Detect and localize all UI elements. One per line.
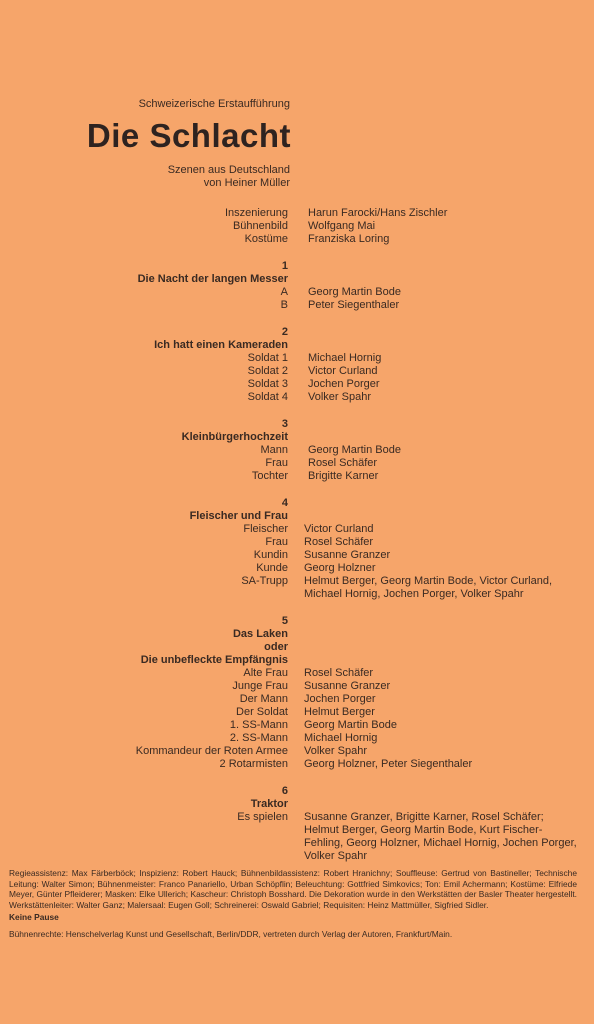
spacer <box>0 312 594 326</box>
premiere-label: Schweizerische Erstaufführung <box>138 98 290 110</box>
cast-role: 2. SS-Mann <box>229 732 288 744</box>
scene-number: 1 <box>281 260 288 272</box>
cast-actor: Georg Holzner <box>304 562 376 574</box>
scene-title: Die unbefleckte Empfängnis <box>140 654 288 666</box>
cast-row <box>0 536 594 549</box>
credit-name: Harun Farocki/Hans Zischler <box>308 207 448 219</box>
scene-title: Kleinbürgerhochzeit <box>181 431 288 443</box>
cast-actor: Georg Martin Bode <box>308 286 401 298</box>
play-subtitle <box>0 164 290 190</box>
rights-note: Bühnenrechte: Henschelverlag Kunst und Gesellschaft, Berlin/DDR, vertreten durch Verlag der Autoren, Frankfurt/Main. <box>9 928 453 939</box>
cast-role: Kundin <box>253 549 288 561</box>
cast-actor: Victor Curland <box>304 523 374 535</box>
cast-actor: Rosel Schäfer <box>308 457 378 469</box>
spacer <box>0 771 594 785</box>
scene-number: 4 <box>281 497 288 509</box>
credit-role: Kostüme <box>244 233 288 245</box>
cast-actor: Susanne Granzer <box>304 549 391 561</box>
staff-credits: Regieassistenz: Max Färberböck; Inspizienz: Robert Hauck; Bühnenbildassistenz: Robert Hranichny; Souffleuse: Gertrud von Bastineller; Technische Leitung: Walter Simon; Bühnenmeister: Franco Panariello, Urban Schöpflin; Beleuchtung: Gottfried Simkovics; Ton: Emil Achermann; Kostüme: Elfriede Meyer, Günter Pfleiderer; Masken: Elke Ullerich; Kascheur: Christoph Bosshard. Die Dekoration wurde in den Werkstätten der Basler Theater hergestellt. Werkstättenleiter: Walter Ganz; Malersaal: Eugen Goll; Schreinerei: Oswald Gabriel; Requisiten: Heinz Mattmüller, Sigfried Sidler. <box>9 868 577 910</box>
scene-title: Fleischer und Frau <box>189 510 288 522</box>
cast-row <box>0 549 594 562</box>
cast-actor: Jochen Porger <box>304 693 376 705</box>
cast-row <box>0 365 594 378</box>
cast-role: Der Soldat <box>236 706 288 718</box>
cast-actor: Rosel Schäfer <box>304 667 374 679</box>
cast-row <box>0 758 594 771</box>
cast-actor: Volker Spahr <box>304 745 367 757</box>
credit-name: Franziska Loring <box>308 233 390 245</box>
scene-title: oder <box>264 641 288 653</box>
scene-title: Ich hatt einen Kameraden <box>154 339 288 351</box>
spacer <box>0 246 594 260</box>
cast-actor: Susanne Granzer <box>304 680 391 692</box>
cast-actor: Georg Martin Bode <box>308 444 401 456</box>
cast-role: Tochter <box>251 470 288 482</box>
cast-actor: Jochen Porger <box>308 378 380 390</box>
cast-role: SA-Trupp <box>241 575 288 587</box>
cast-role: 1. SS-Mann <box>229 719 288 731</box>
cast-role: A <box>280 286 288 298</box>
cast-role: Soldat 4 <box>247 391 288 403</box>
cast-row <box>0 352 594 365</box>
cast-row <box>0 745 594 758</box>
cast-row <box>0 732 594 745</box>
credit-row <box>0 207 594 220</box>
cast-actor: Helmut Berger <box>304 706 375 718</box>
cast-actor: Peter Siegenthaler <box>308 299 400 311</box>
cast-role: Frau <box>265 536 288 548</box>
cast-row <box>0 523 594 536</box>
cast-actor: Victor Curland <box>308 365 378 377</box>
cast-role: Kommandeur der Roten Armee <box>135 745 288 757</box>
cast-actor: Brigitte Karner <box>308 470 379 482</box>
cast-role: Es spielen <box>237 811 288 823</box>
cast-actor: Helmut Berger, Georg Martin Bode, Victor Curland, Michael Hornig, Jochen Porger, Volker Spahr <box>304 575 553 600</box>
play-title: Die Schlacht <box>86 117 291 154</box>
credit-role: Inszenierung <box>225 207 288 219</box>
cast-row <box>0 457 594 470</box>
cast-row <box>0 286 594 299</box>
scene-number: 5 <box>281 615 288 627</box>
cast-role: Junge Frau <box>232 680 288 692</box>
cast-role: Mann <box>260 444 288 456</box>
cast-actor: Georg Martin Bode <box>304 719 397 731</box>
author-line: von Heiner Müller <box>203 177 290 189</box>
credit-row <box>0 233 594 246</box>
cast-row <box>0 693 594 706</box>
cast-role: Kunde <box>256 562 288 574</box>
scene-title: Das Laken <box>232 628 288 640</box>
cast-role: Soldat 3 <box>247 378 288 390</box>
cast-row <box>0 444 594 457</box>
spacer <box>0 601 594 615</box>
scene-title: Die Nacht der langen Messer <box>137 273 288 285</box>
cast-role: Fleischer <box>243 523 288 535</box>
cast-actor: Susanne Granzer, Brigitte Karner, Rosel Schäfer; Helmut Berger, Georg Martin Bode, Kurt Fischer-Fehling, Georg Holzner, Michael Hornig, Jochen Porger, Volker Spahr <box>304 811 577 862</box>
spacer <box>0 483 594 497</box>
credit-name: Wolfgang Mai <box>308 220 376 232</box>
cast-row <box>0 299 594 312</box>
scene-number: 3 <box>281 418 288 430</box>
cast-row <box>0 706 594 719</box>
scene-number: 2 <box>281 326 288 338</box>
cast-row <box>0 391 594 404</box>
cast-actor: Georg Holzner, Peter Siegenthaler <box>304 758 473 770</box>
cast-actor: Michael Hornig <box>304 732 378 744</box>
scene-title: Traktor <box>250 798 288 810</box>
subtitle-line: Szenen aus Deutschland <box>167 164 290 176</box>
cast-row <box>0 719 594 732</box>
cast-list <box>0 207 594 863</box>
cast-role: Soldat 1 <box>247 352 288 364</box>
cast-row <box>0 378 594 391</box>
cast-row <box>0 680 594 693</box>
spacer <box>0 404 594 418</box>
cast-actor: Michael Hornig <box>308 352 382 364</box>
cast-role: Alte Frau <box>243 667 288 679</box>
cast-actor: Volker Spahr <box>308 391 371 403</box>
scene-number: 6 <box>281 785 288 797</box>
credit-role: Bühnenbild <box>232 220 288 232</box>
cast-role: Soldat 2 <box>247 365 288 377</box>
cast-row <box>0 667 594 680</box>
cast-row <box>0 470 594 483</box>
cast-role: B <box>280 299 288 311</box>
cast-role: Der Mann <box>239 693 288 705</box>
cast-row <box>0 562 594 575</box>
cast-row <box>0 811 594 863</box>
cast-row <box>0 575 594 601</box>
cast-role: 2 Rotarmisten <box>219 758 288 770</box>
cast-role: Frau <box>265 457 288 469</box>
cast-actor: Rosel Schäfer <box>304 536 374 548</box>
footer <box>9 868 577 940</box>
credit-row <box>0 220 594 233</box>
pause-note: Keine Pause <box>9 912 59 923</box>
